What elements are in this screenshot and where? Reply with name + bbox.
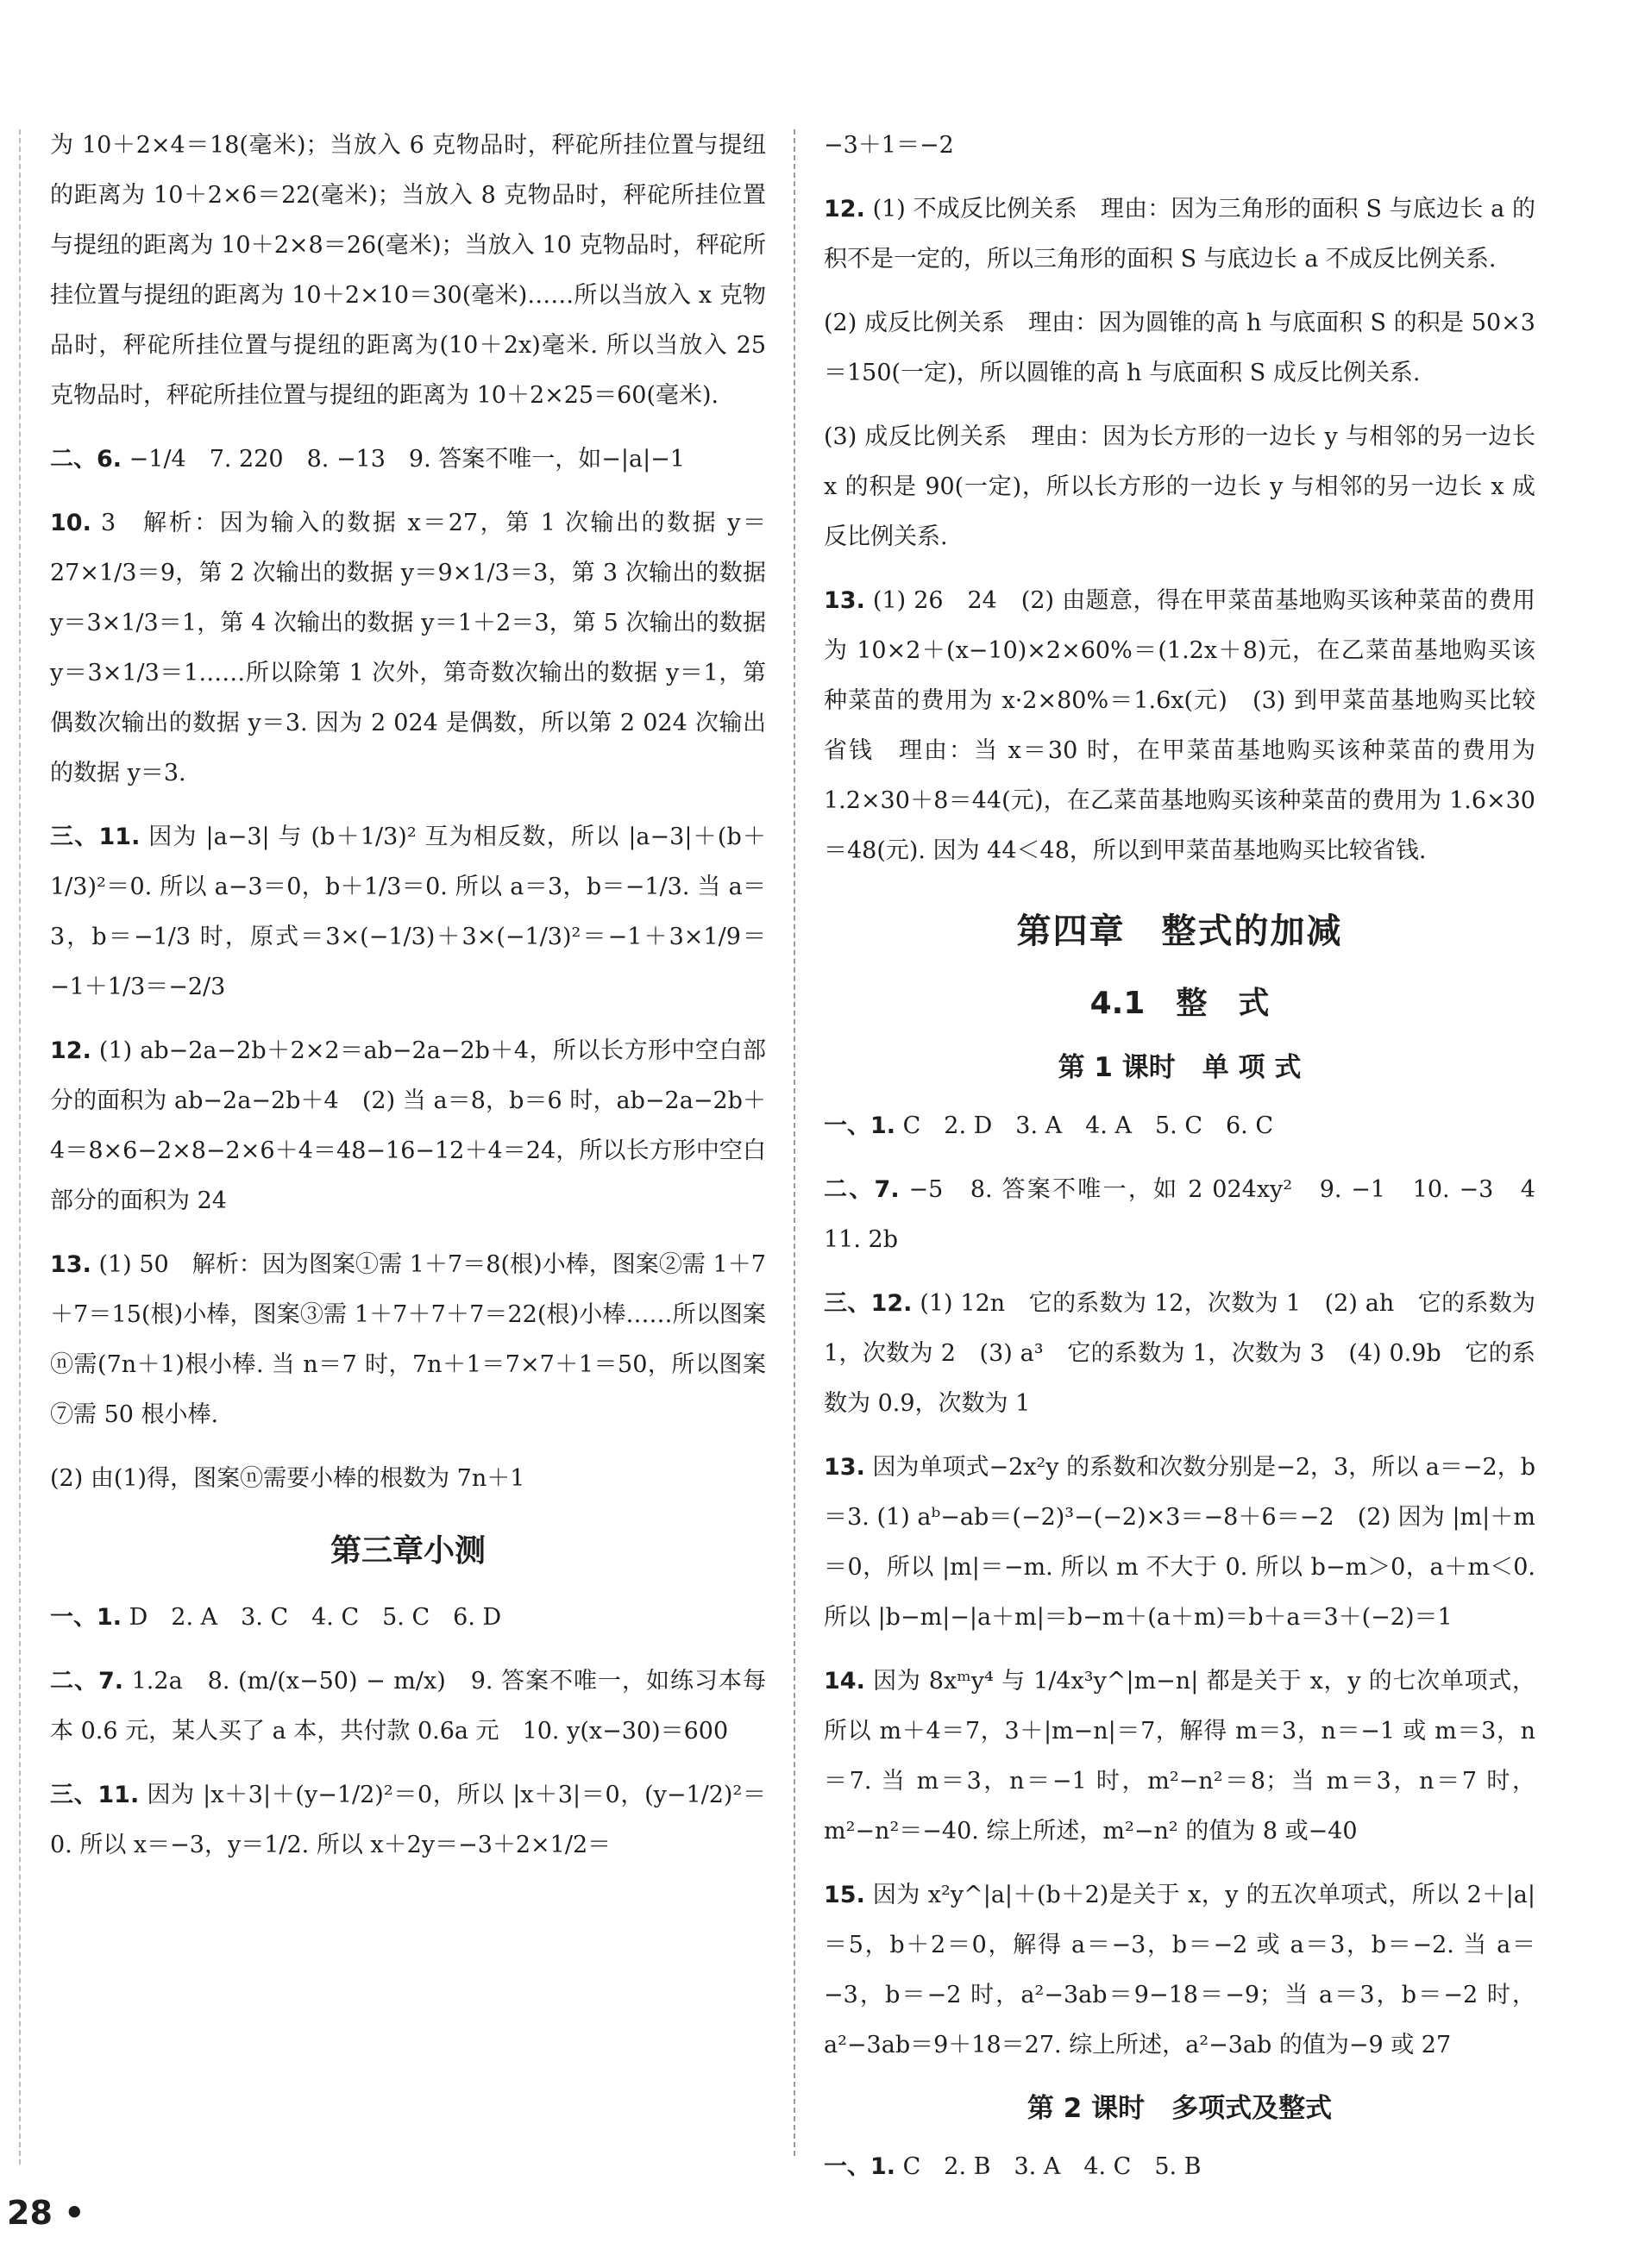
question-number: 一、1.	[50, 1604, 122, 1631]
answer-paragraph	[50, 121, 766, 421]
answer-paragraph	[50, 1240, 766, 1440]
answer-text: −3＋1＝−2	[824, 132, 954, 159]
question-number: 三、11.	[50, 824, 141, 850]
answer-text: 1.2a 8. (m/(x−50) − m/x) 9. 答案不唯一，如练习本每本 0.6 元，某人买了 a 本，共付款 0.6a 元 10. y(x−30)＝600	[50, 1668, 766, 1745]
question-number: 12.	[50, 1037, 91, 1064]
question-number: 三、12.	[824, 1290, 913, 1317]
left-block-2	[50, 1593, 766, 1870]
chapter-4-title: 第四章 整式的加减	[1016, 912, 1343, 951]
answer-text: (2) 成反比例关系 理由：因为圆锥的高 h 与底面积 S 的积是 50×3＝150(一定)，所以圆锥的高 h 与底面积 S 成反比例关系.	[824, 310, 1535, 386]
answer-paragraph	[824, 1443, 1535, 1643]
answer-paragraph	[824, 1165, 1559, 1265]
answer-text: (1) 不成反比例关系 理由：因为三角形的面积 S 与底边长 a 的积不是一定的，所以三角形的面积 S 与底边长 a 不成反比例关系.	[824, 196, 1535, 273]
binding-margin-line	[19, 129, 21, 2165]
answer-paragraph	[824, 185, 1535, 285]
answer-paragraph	[50, 1454, 766, 1504]
right-block-1	[824, 121, 1535, 876]
right-block-3	[824, 2142, 1535, 2192]
answer-text: −1/4 7. 220 8. −13 9. 答案不唯一，如−|a|−1	[129, 446, 685, 473]
lesson-2-title: 第 2 课时 多项式及整式	[1026, 2093, 1333, 2124]
question-number: 二、7.	[50, 1668, 124, 1695]
answer-paragraph	[824, 412, 1535, 562]
answer-text: 3 解析：因为输入的数据 x＝27，第 1 次输出的数据 y＝27×1/3＝9，第 2 次输出的数据 y＝9×1/3＝3，第 3 次输出的数据 y＝3×1/3＝1，第 4 次输出的数据 y＝1＋2＝3，第 5 次输出的数据 y＝3×1/3＝1……所以除第 1 次外，第奇数次输出的数据 y＝1，第偶数次输出的数据 y＝3. 因为 2 024 是偶数，所以第 2 024 次输出的数据 y＝3.	[50, 510, 766, 786]
question-number: 10.	[50, 510, 91, 536]
section-4-1-title: 4.1 整 式	[1089, 986, 1270, 1021]
answer-text: 因为单项式−2x²y 的系数和次数分别是−2，3，所以 a＝−2，b＝3. (1) aᵇ−ab＝(−2)³−(−2)×3＝−8＋6＝−2 (2) 因为 |m|＋m＝0，所以 |m|＝−m. 所以 m 不大于 0. 所以 b−m＞0，a＋m＜0. 所以 |b−m|−|a＋m|＝b−m＋(a＋m)＝b＋a＝3＋(−2)＝1	[824, 1454, 1535, 1631]
answer-text: (1) 26 24 (2) 由题意，得在甲菜苗基地购买该种菜苗的费用为 10×2＋(x−10)×2×60%＝(1.2x＋8)元，在乙菜苗基地购买该种菜苗的费用为 x·2×80%＝1.6x(元) (3) 到甲菜苗基地购买比较省钱 理由：当 x＝30 时，在甲菜苗基地购买该种菜苗的费用为 1.2×30＋8＝44(元)，在乙菜苗基地购买该种菜苗的费用为 1.6×30＝48(元). 因为 44＜48，所以到甲菜苗基地购买比较省钱.	[824, 587, 1536, 864]
column-divider	[794, 129, 795, 2156]
answer-text: 为 10＋2×4＝18(毫米)；当放入 6 克物品时，秤砣所挂位置与提纽的距离为 10＋2×6＝22(毫米)；当放入 8 克物品时，秤砣所挂位置与提纽的距离为 10＋2×8＝26(毫米)；当放入 10 克物品时，秤砣所挂位置与提纽的距离为 10＋2×10＝30(毫米)……所以当放入 x 克物品时，秤砣所挂位置与提纽的距离为(10＋2x)毫米. 所以当放入 25 克物品时，秤砣所挂位置与提纽的距离为 10＋2×25＝60(毫米).	[50, 132, 766, 409]
page-number: 28 •	[7, 2194, 85, 2232]
left-column	[50, 121, 766, 2173]
answer-text: (1) ab−2a−2b＋2×2＝ab−2a−2b＋4，所以长方形中空白部分的面积为 ab−2a−2b＋4 (2) 当 a＝8，b＝6 时，ab−2a−2b＋4＝8×6−2×8−2×6＋4＝48−16−12＋4＝24，所以长方形中空白部分的面积为 24	[50, 1037, 766, 1214]
question-number: 13.	[824, 1454, 865, 1481]
answer-text: −5 8. 答案不唯一，如 2 024xy² 9. −1 10. −3 4 11. 2b	[824, 1176, 1559, 1253]
question-number: 13.	[824, 587, 865, 614]
question-number: 15.	[824, 1882, 865, 1908]
question-number: 一、1.	[824, 1112, 896, 1139]
question-number: 13.	[50, 1251, 91, 1278]
question-number: 二、6.	[50, 446, 122, 473]
answer-paragraph	[824, 121, 1535, 171]
answer-paragraph	[50, 1593, 766, 1643]
answer-text: 因为 |x＋3|＋(y−1/2)²＝0，所以 |x＋3|＝0，(y−1/2)²＝0. 所以 x＝−3，y＝1/2. 所以 x＋2y＝−3＋2×1/2＝	[50, 1782, 766, 1858]
answer-text: 因为 |a−3| 与 (b＋1/3)² 互为相反数，所以 |a−3|＋(b＋1/3)²＝0. 所以 a−3＝0，b＋1/3＝0. 所以 a＝3，b＝−1/3. 当 a＝3，b＝−1/3 时，原式＝3×(−1/3)＋3×(−1/3)²＝−1＋3×1/9＝−1＋1/3＝−2/3	[50, 824, 766, 1000]
answer-paragraph	[50, 1770, 766, 1870]
answer-paragraph	[824, 576, 1535, 876]
answer-text: 因为 8xᵐy⁴ 与 1/4x³y^|m−n| 都是关于 x，y 的七次单项式，所以 m＋4＝7，3＋|m−n|＝7，解得 m＝3，n＝−1 或 m＝3，n＝7. 当 m＝3，n＝−1 时，m²−n²＝8；当 m＝3，n＝7 时，m²−n²＝−40. 综上所述，m²−n² 的值为 8 或−40	[824, 1668, 1535, 1845]
question-number: 二、7.	[824, 1176, 900, 1203]
answer-text: (1) 50 解析：因为图案①需 1＋7＝8(根)小棒，图案②需 1＋7＋7＝15(根)小棒，图案③需 1＋7＋7＋7＝22(根)小棒……所以图案ⓝ需(7n＋1)根小棒. 当 n＝7 时，7n＋1＝7×7＋1＝50，所以图案⑦需 50 根小棒.	[50, 1251, 766, 1428]
right-column	[824, 121, 1559, 2180]
answer-text: (3) 成反比例关系 理由：因为长方形的一边长 y 与相邻的另一边长 x 的积是 90(一定)，所以长方形的一边长 y 与相邻的另一边长 x 成反比例关系.	[824, 423, 1535, 550]
answer-paragraph	[824, 298, 1535, 398]
right-block-2	[824, 1101, 1559, 2071]
answer-text: 因为 x²y^|a|＋(b＋2)是关于 x，y 的五次单项式，所以 2＋|a|＝5，b＋2＝0，解得 a＝−3，b＝−2 或 a＝3，b＝−2. 当 a＝−3，b＝−2 时，a²−3ab＝9−18＝−9；当 a＝3，b＝−2 时，a²−3ab＝9＋18＝27. 综上所述，a²−3ab 的值为−9 或 27	[824, 1882, 1535, 2058]
question-number: 12.	[824, 196, 865, 222]
answer-paragraph	[50, 435, 766, 485]
lesson-1-title: 第 1 课时 单 项 式	[1058, 1052, 1302, 1083]
answer-paragraph	[824, 2142, 1535, 2192]
answer-paragraph	[50, 498, 766, 799]
left-block-1	[50, 121, 766, 1504]
answer-text: C 2. D 3. A 4. A 5. C 6. C	[902, 1112, 1273, 1139]
question-number: 14.	[824, 1668, 865, 1695]
answer-paragraph	[50, 1026, 766, 1226]
answer-paragraph	[50, 812, 766, 1012]
chapter-3-test-heading: 第三章小测	[330, 1533, 486, 1569]
answer-text: (2) 由(1)得，图案ⓝ需要小棒的根数为 7n＋1	[50, 1465, 525, 1492]
answer-paragraph	[824, 1657, 1535, 1857]
answer-text: (1) 12n 它的系数为 12，次数为 1 (2) ah 它的系数为 1，次数为 2 (3) a³ 它的系数为 1，次数为 3 (4) 0.9b 它的系数为 0.9，次数为 1	[824, 1290, 1535, 1417]
question-number: 一、1.	[824, 2153, 896, 2180]
answer-paragraph	[50, 1657, 766, 1757]
answer-text: D 2. A 3. C 4. C 5. C 6. D	[129, 1604, 502, 1631]
answer-paragraph	[824, 1279, 1535, 1429]
answer-paragraph	[824, 1870, 1535, 2071]
answer-paragraph	[824, 1101, 1535, 1151]
question-number: 三、11.	[50, 1782, 140, 1808]
answer-text: C 2. B 3. A 4. C 5. B	[902, 2153, 1202, 2180]
